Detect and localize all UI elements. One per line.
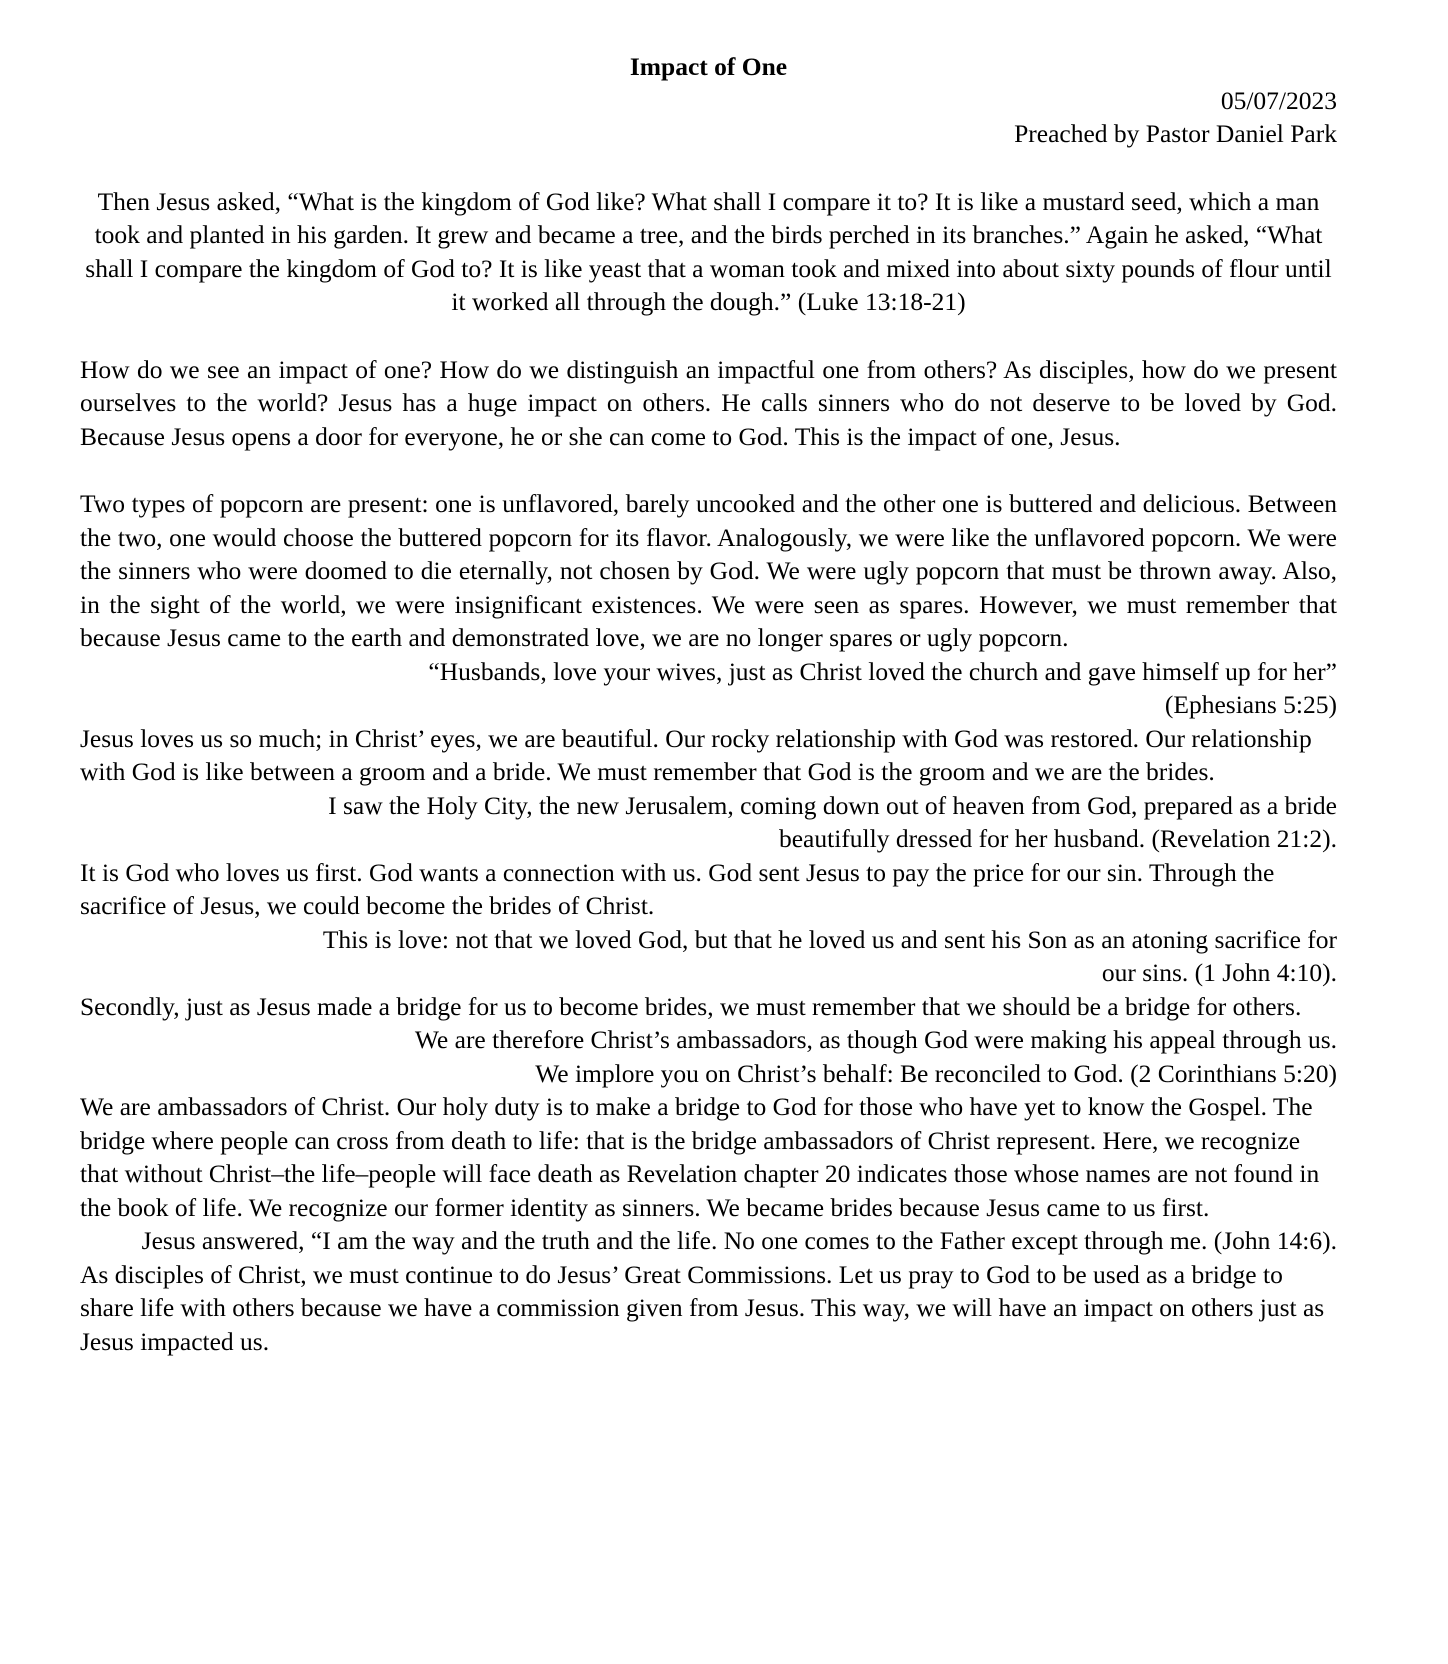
paragraph-great-commission: As disciples of Christ, we must continue to do Jesus’ Great Commissions. Let us pray to God to be used as a bridge to share life with others because we have a commission given from Jesus. This way, we will have an impact on others just as Jesus impacted us. xyxy=(80,1259,1325,1356)
preacher-line: Preached by Pastor Daniel Park xyxy=(1014,119,1337,148)
paragraph-popcorn: Two types of popcorn are present: one is unflavored, barely uncooked and the other one is buttered and delicious. Between the two, one would choose the buttered popcorn for its flavor. Analogously, we were like the unflavored popcorn. We were the sinners who were doomed to die eternally, not chosen by God. We were ugly popcorn that must be thrown away. Also, in the sight of the world, we were insignificant existences. We were seen as spares. However, we must remember that because Jesus came to the earth and demonstrated love, we are no longer spares or ugly popcorn. xyxy=(80,489,1337,652)
quote-revelation: I saw the Holy City, the new Jerusalem, coming down out of heaven from God, prepared as a bride beautifully dressed for her husband. (Revelation 21:2). xyxy=(328,790,1337,853)
quote-john: Jesus answered, “I am the way and the truth and the life. No one comes to the Father except through me. (John 14:6). xyxy=(141,1226,1337,1255)
sermon-date: 05/07/2023 xyxy=(1220,85,1337,115)
spacer xyxy=(80,319,1337,353)
sermon-document xyxy=(80,50,1337,1358)
quote-ephesians: “Husbands, love your wives, just as Christ loved the church and gave himself up for her” (Ephesians 5:25) xyxy=(428,656,1337,719)
paragraph-brides: Jesus loves us so much; in Christ’ eyes, we are beautiful. Our rocky relationship with God was restored. Our relationship with God is like between a groom and a bride. We must remember that God is the groom and we are the brides. xyxy=(80,723,1312,786)
paragraph-god-loves-first: It is God who loves us first. God wants a connection with us. God sent Jesus to pay the price for our sin. Through the sacrifice of Jesus, we could become the brides of Christ. xyxy=(80,857,1275,920)
spacer xyxy=(80,453,1337,487)
paragraph-ambassadors: We are ambassadors of Christ. Our holy duty is to make a bridge to God for those who have yet to know the Gospel. The bridge where people can cross from death to life: that is the bridge ambassadors of Christ represent. Here, we recognize that without Christ–the life–people will face death as Revelation chapter 20 indicates those whose names are not found in the book of life. We recognize our former identity as sinners. We became brides because Jesus came to us first. xyxy=(80,1092,1320,1222)
quote-corinthians: We are therefore Christ’s ambassadors, as though God were making his appeal through us. We implore you on Christ’s behalf: Be reconciled to God. (2 Corinthians 5:20) xyxy=(414,1025,1337,1088)
document-title: Impact of One xyxy=(629,52,788,81)
opening-scripture: Then Jesus asked, “What is the kingdom of God like? What shall I compare it to? It is like a mustard seed, which a man took and planted in his garden. It grew and became a tree, and the birds perched in its branches.” Again he asked, “What shall I compare the kingdom of God to? It is like yeast that a woman took and mixed into about sixty pounds of flour until it worked all through the dough.” (Luke 13:18-21) xyxy=(85,186,1332,316)
spacer xyxy=(80,151,1337,185)
quote-1-john: This is love: not that we loved God, but that he loved us and sent his Son as an atoning sacrifice for our sins. (1 John 4:10). xyxy=(322,924,1337,987)
paragraph-impact-of-one: How do we see an impact of one? How do we distinguish an impactful one from others? As disciples, how do we present ourselves to the world? Jesus has a huge impact on others. He calls sinners who do not deserve to be loved by God. Because Jesus opens a door for everyone, he or she can come to God. This is the impact of one, Jesus. xyxy=(80,354,1337,451)
paragraph-bridge: Secondly, just as Jesus made a bridge for us to become brides, we must remember that we should be a bridge for others. xyxy=(80,991,1302,1021)
